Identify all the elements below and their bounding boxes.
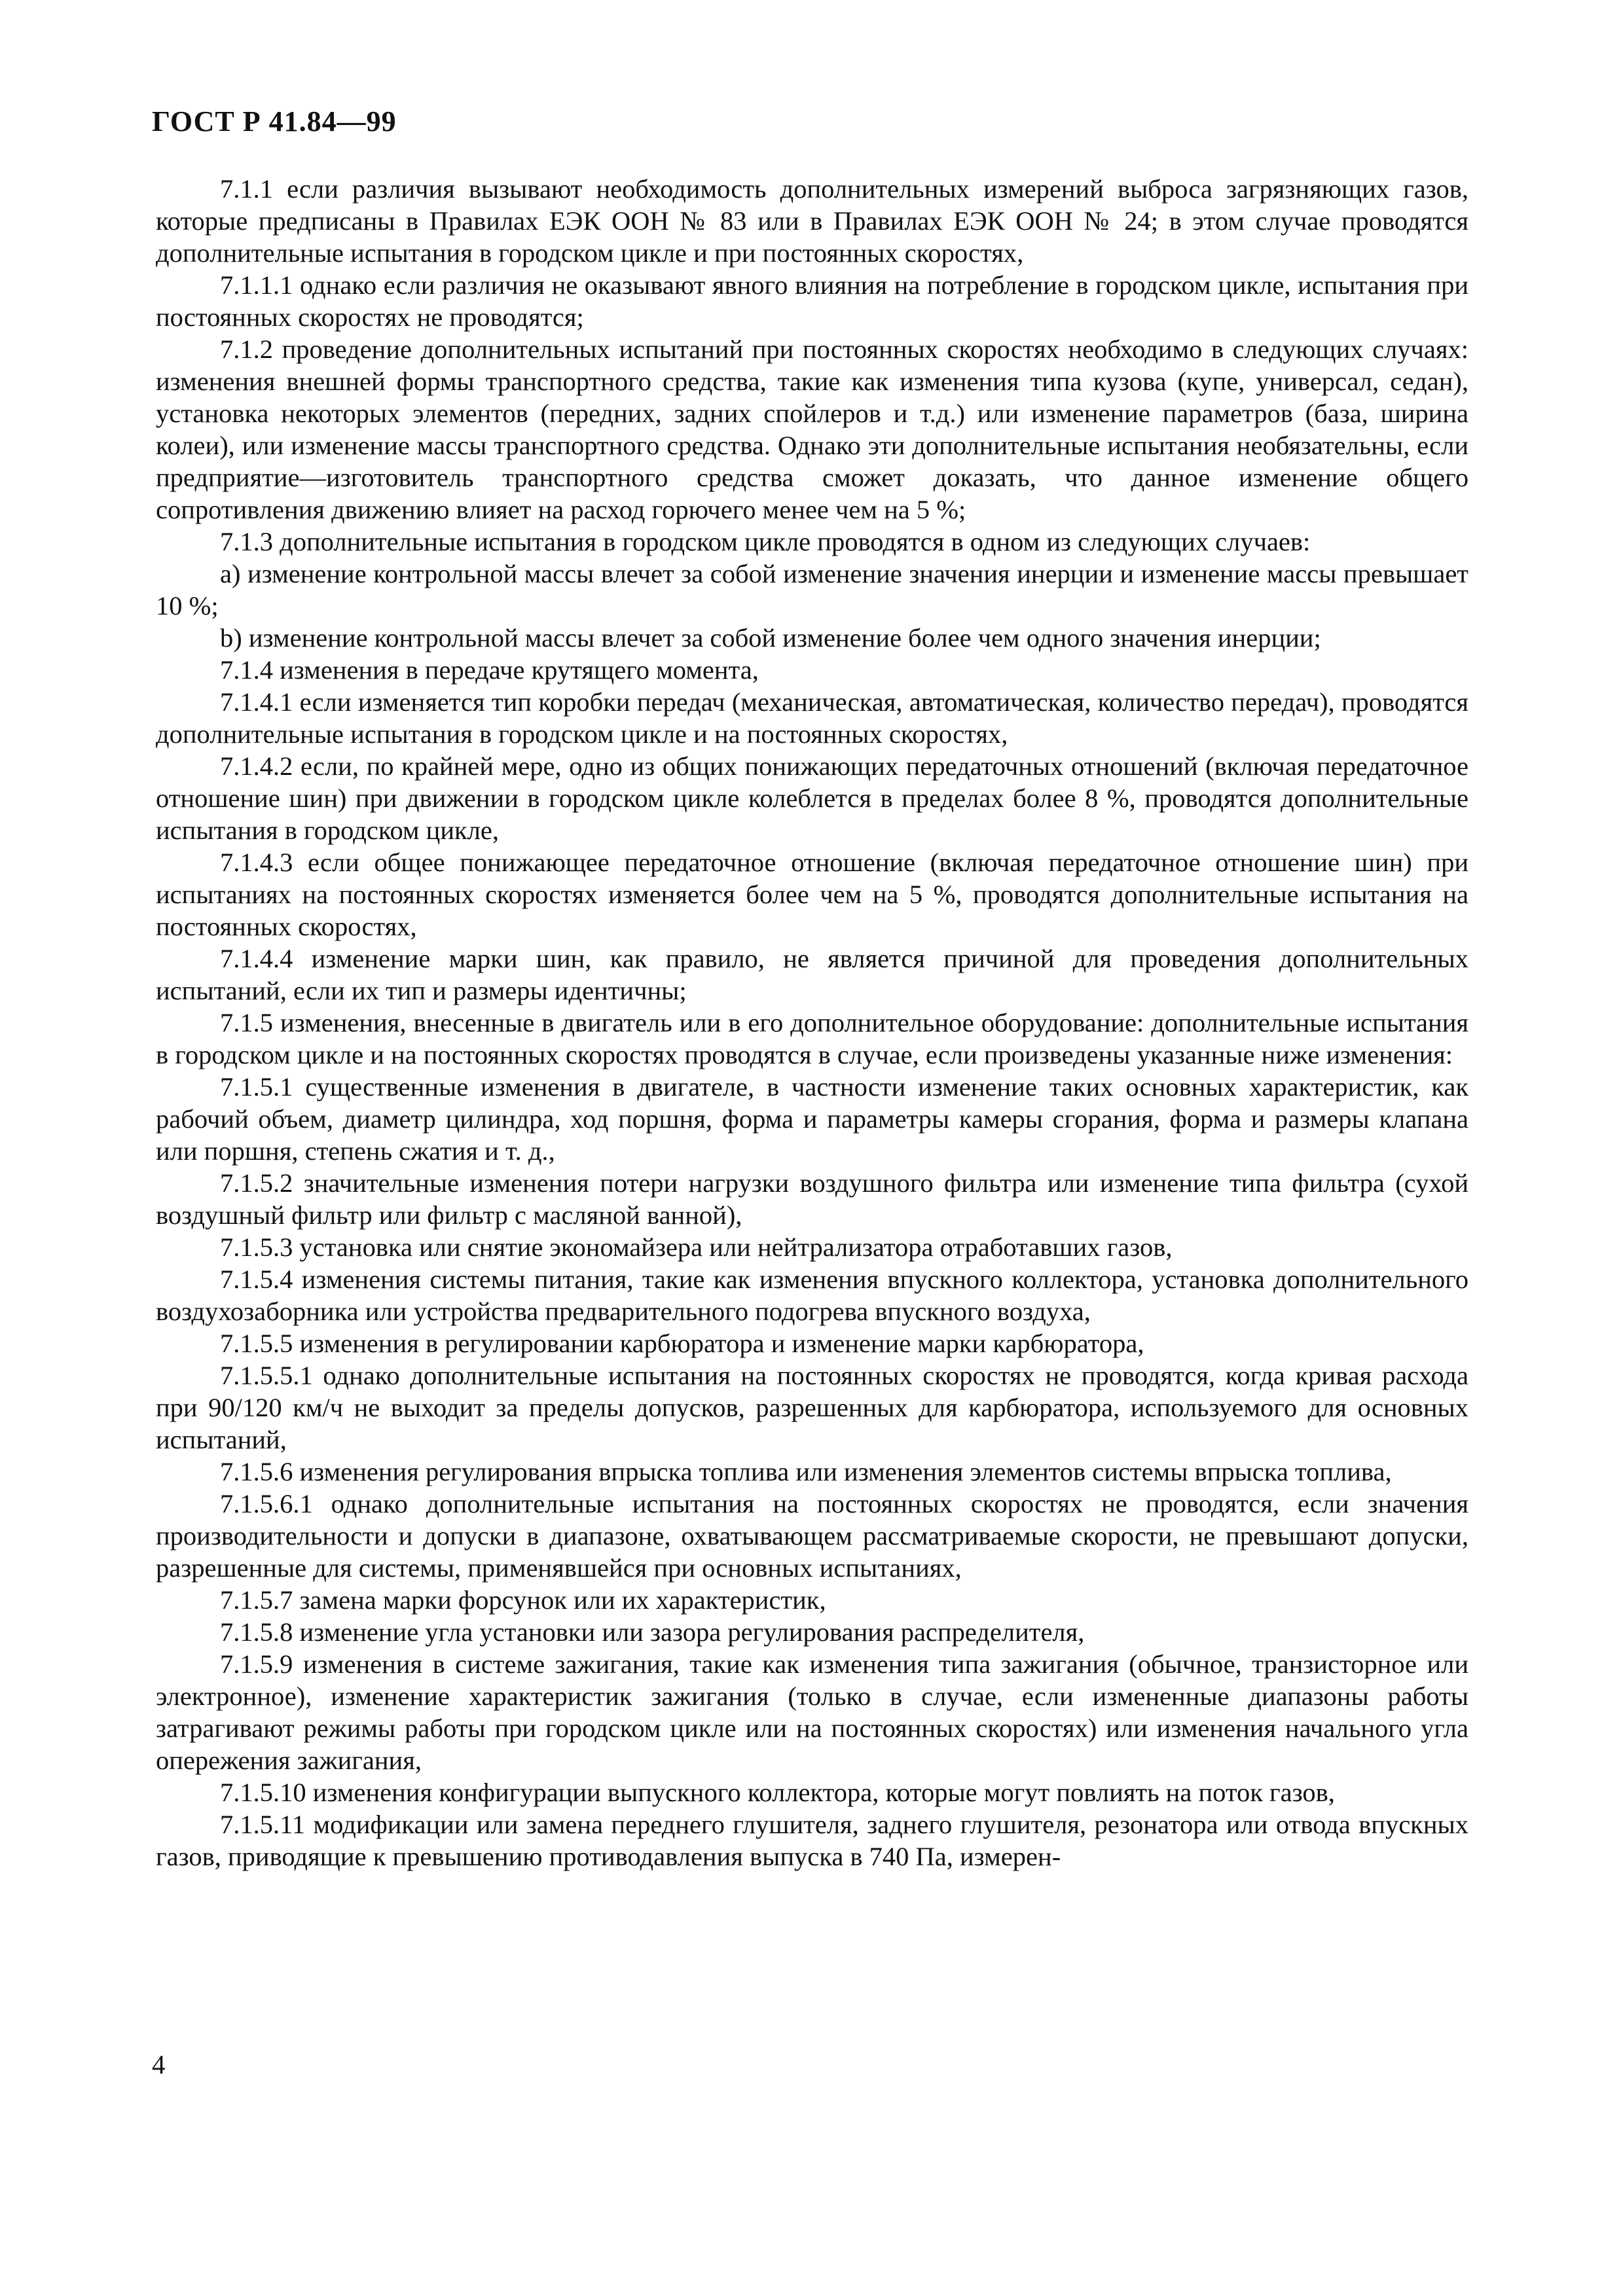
paragraph-7-1-4-1: 7.1.4.1 если изменяется тип коробки передач (механическая, автоматическая, количество передач), проводятся дополнительные испытания в городском цикле и на постоянных скоростях, [156,687,1468,749]
paragraph-7-1-4-4: 7.1.4.4 изменение марки шин, как правило, не является причиной для проведения дополнительных испытаний, если их тип и размеры идентичны; [156,944,1468,1005]
paragraph-7-1-3: 7.1.3 дополнительные испытания в городском цикле проводятся в одном из следующих случаев: [220,527,1311,556]
paragraph-7-1-5-10: 7.1.5.10 изменения конфигурации выпускного коллектора, которые могут повлиять на поток газов, [220,1778,1335,1807]
paragraph-7-1-5-6-1: 7.1.5.6.1 однако дополнительные испытания на постоянных скоростях не проводятся, если значения производительности и допуски в диапазоне, охватывающем рассматриваемые скорости, не превышают допуски, разрешенные для системы, применявшейся при основных испытаниях, [156,1489,1468,1583]
paragraph-7-1-1: 7.1.1 если различия вызывают необходимость дополнительных измерений выброса загрязняющих газов, которые предписаны в Правилах ЕЭК ООН № 83 или в Правилах ЕЭК ООН № 24; в этом случае проводятся дополнительные испытания в городском цикле и при постоянных скоростях, [156,174,1468,268]
paragraph-7-1-5-11: 7.1.5.11 модификации или замена переднего глушителя, заднего глушителя, резонатора или отвода впускных газов, приводящие к превышению противодавления выпуска в 740 Па, измерен- [156,1810,1468,1871]
paragraph-7-1-5-9: 7.1.5.9 изменения в системе зажигания, такие как изменения типа зажигания (обычное, транзисторное или электронное), изменение характеристик зажигания (только в случае, если измененные диапазоны работы затрагивают режимы работы при городском цикле или на постоянных скоростях) или изменения начального угла опережения зажигания, [156,1649,1468,1775]
document-header: ГОСТ Р 41.84—99 [152,105,397,137]
paragraph-7-1-3-b: b) изменение контрольной массы влечет за собой изменение более чем одного значения инерции; [220,623,1321,653]
paragraph-7-1-5-8: 7.1.5.8 изменение угла установки или зазора регулирования распределителя, [220,1617,1085,1647]
paragraph-7-1-5-4: 7.1.5.4 изменения системы питания, такие как изменения впускного коллектора, установка дополнительного воздухозаборника или устройства предварительного подогрева впускного воздуха, [156,1265,1468,1326]
paragraph-7-1-5: 7.1.5 изменения, внесенные в двигатель или в его дополнительное оборудование: дополнительные испытания в городском цикле и на постоянных скоростях проводятся в случае, если произведены указанные ниже изменения: [156,1008,1468,1069]
paragraph-7-1-3-a: a) изменение контрольной массы влечет за собой изменение значения инерции и изменение массы превышает 10 %; [156,559,1468,620]
paragraph-7-1-2: 7.1.2 проведение дополнительных испытаний при постоянных скоростях необходимо в следующих случаях: изменения внешней формы транспортного средства, такие как изменения типа кузова (купе, универсал, седан), установка некоторых элементов (передних, задних спойлеров и т.д.) или изменение параметров (база, ширина колеи), или изменение массы транспортного средства. Однако эти дополнительные испытания необязательны, если предприятие—изготовитель транспортного средства сможет доказать, что данное изменение общего сопротивления движению влияет на расход горючего менее чем на 5 %; [156,334,1468,524]
paragraph-7-1-5-6: 7.1.5.6 изменения регулирования впрыска топлива или изменения элементов системы впрыска топлива, [220,1457,1392,1486]
paragraph-7-1-5-7: 7.1.5.7 замена марки форсунок или их характеристик, [220,1585,826,1615]
paragraph-7-1-5-5-1: 7.1.5.5.1 однако дополнительные испытания на постоянных скоростях не проводятся, когда кривая расхода при 90/120 км/ч не выходит за пределы допусков, разрешенных для карбюратора, используемого для основных испытаний, [156,1361,1468,1454]
paragraph-7-1-4: 7.1.4 изменения в передаче крутящего момента, [220,655,759,685]
paragraph-7-1-5-1: 7.1.5.1 существенные изменения в двигателе, в частности изменение таких основных характеристик, как рабочий объем, диаметр цилиндра, ход поршня, форма и параметры камеры сгорания, форма и размеры клапана или поршня, степень сжатия и т. д., [156,1072,1468,1166]
page-number: 4 [152,2049,166,2079]
paragraph-7-1-5-3: 7.1.5.3 установка или снятие экономайзера или нейтрализатора отработавших газов, [220,1232,1173,1262]
paragraph-7-1-5-2: 7.1.5.2 значительные изменения потери нагрузки воздушного фильтра или изменение типа фильтра (сухой воздушный фильтр или фильтр с масляной ванной), [156,1168,1468,1230]
paragraph-7-1-5-5: 7.1.5.5 изменения в регулировании карбюратора и изменение марки карбюратора, [220,1329,1144,1358]
document-body [156,173,1468,1873]
paragraph-7-1-4-3: 7.1.4.3 если общее понижающее передаточное отношение (включая передаточное отношение шин) при испытаниях на постоянных скоростях изменяется более чем на 5 %, проводятся дополнительные испытания на постоянных скоростях, [156,848,1468,941]
paragraph-7-1-1-1: 7.1.1.1 однако если различия не оказывают явного влияния на потребление в городском цикле, испытания при постоянных скоростях не проводятся; [156,270,1468,332]
paragraph-7-1-4-2: 7.1.4.2 если, по крайней мере, одно из общих понижающих передаточных отношений (включая передаточное отношение шин) при движении в городском цикле колеблется в пределах более 8 %, проводятся дополнительные испытания в городском цикле, [156,751,1468,845]
